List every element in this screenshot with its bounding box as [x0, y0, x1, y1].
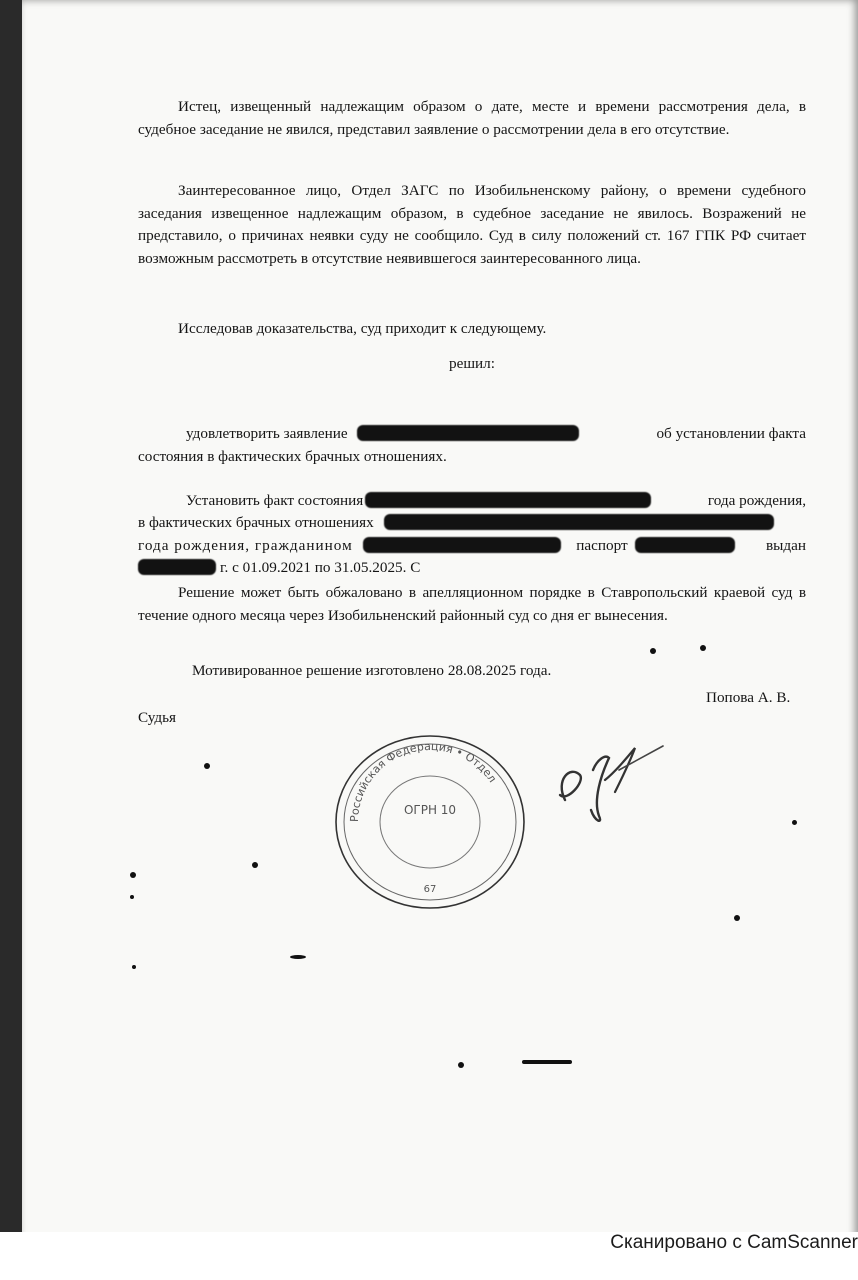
seal-region: 67: [423, 884, 437, 895]
scan-speck: [792, 820, 797, 825]
redacted-citizen: [363, 537, 561, 553]
passport-label: паспорт: [576, 537, 628, 554]
judge-label: Судья: [138, 709, 177, 726]
redacted-party: [384, 514, 774, 530]
redacted-passport: [635, 537, 735, 553]
scan-speck: [130, 872, 136, 878]
scan-speck: [458, 1062, 464, 1068]
scan-speck: [252, 862, 258, 868]
paragraph-plaintiff: Истец, извещенный надлежащим образом о дате, месте и времени рассмотрения дела, в судебное заседание не явился, представил заявление о рассмотрении дела в его отсутствие.: [138, 98, 806, 138]
period-text: г. с 01.09.2021 по 31.05.2025. С: [220, 559, 421, 576]
establish-text-end: года рождения,: [707, 492, 806, 509]
grant-text-start: удовлетворить заявление: [186, 425, 348, 442]
scan-speck: [734, 915, 740, 921]
paragraph-establish-line1: [186, 492, 806, 510]
paragraph-establish-line3: [138, 537, 806, 555]
signature-icon: [545, 740, 675, 830]
seal-ring-text: Российская Федерация • Отдел: [347, 739, 499, 823]
scan-speck: [650, 648, 656, 654]
scan-speck: [290, 955, 306, 959]
paragraph-evidence: Исследовав доказательства, суд приходит к следующему.: [178, 320, 547, 337]
paragraph-reasoned-decision: Мотивированное решение изготовлено 28.08.2025 года.: [192, 662, 552, 679]
birth-citizen-text: года рождения, гражданином: [138, 537, 353, 554]
paragraph-grant-line2: состояния в фактических брачных отношениях.: [138, 448, 447, 465]
paragraph-grant-line1: [186, 425, 806, 443]
seal-ogrn: ОГРН 10: [403, 803, 457, 817]
scan-speck: [130, 895, 134, 899]
redacted-name-birth: [365, 492, 651, 508]
scanner-watermark: Сканировано с CamScanner: [610, 1232, 858, 1253]
paragraph-establish-line2: [138, 514, 806, 532]
scan-speck: [700, 645, 706, 651]
relations-text: в фактических брачных отношениях: [138, 514, 374, 531]
scan-speck: [204, 763, 210, 769]
issued-label: выдан: [766, 537, 806, 554]
paragraph-establish-line4: [138, 559, 420, 577]
grant-text-end: об установлении факта: [656, 425, 806, 442]
scan-speck: [132, 965, 136, 969]
redacted-date: [138, 559, 216, 575]
establish-text-start: Установить факт состояния: [186, 492, 364, 509]
scan-speck: [522, 1060, 572, 1064]
redacted-name: [357, 425, 579, 441]
judge-name: Попова А. В.: [706, 689, 791, 706]
paragraph-interested-party: Заинтересованное лицо, Отдел ЗАГС по Изобильненскому району, о времени судебного заседания извещенное надлежащим образом, в судебное заседание не явилось. Возражений не представило, о причинах неявки суду не сообщило. Суд в силу положений ст. 167 ГПК РФ считает возможным рассмотреть в отсутствие неявившегося заинтересованного лица.: [138, 182, 806, 267]
paragraph-appeal: Решение может быть обжаловано в апелляционном порядке в Ставропольский краевой суд в течение одного месяца через Изобильненский районный суд со дня ег вынесения.: [138, 584, 806, 624]
decision-heading: решил:: [449, 355, 495, 372]
court-seal-icon: [332, 732, 528, 912]
